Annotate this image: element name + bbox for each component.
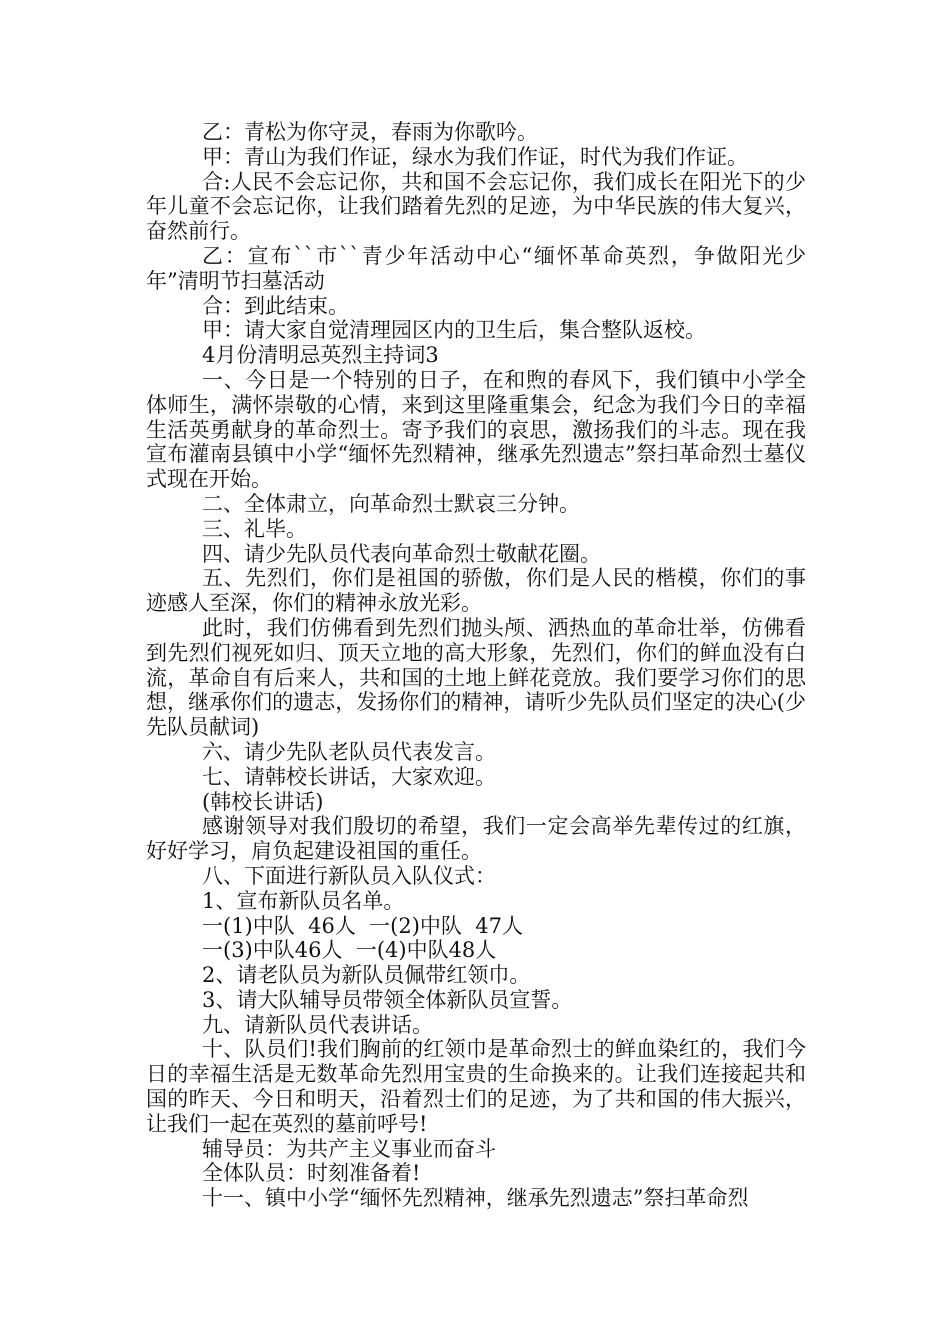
paragraph-item-9: 九、请新队员代表讲话。 bbox=[202, 1012, 433, 1037]
paragraph-item-1: 一、今日是一个特别的日子，在和煦的春风下，我们镇中小学全体师生，满怀崇敬的心情，来到这里隆重集会，纪念为我们今日的幸福生活英勇献身的革命烈士。寄予我们的哀思，激扬我们的斗志。现在我宣布灌南县镇中小学“缅怀先烈精神，继承先烈遗志”祭扫革命烈士墓仪式现在开始。 bbox=[146, 367, 806, 492]
paragraph-yi-qingsong: 乙：青松为你守灵，春雨为你歌吟。 bbox=[202, 120, 538, 144]
paragraph-sub-1: 1、宣布新队员名单。 bbox=[202, 888, 405, 913]
paragraph-quanti: 全体队员：时刻准备着! bbox=[202, 1161, 421, 1186]
paragraph-roster-b: 一(3)中队46人 一(4)中队48人 bbox=[202, 938, 497, 963]
paragraph-he-renmin: 合:人民不会忘记你，共和国不会忘记你，我们成长在阳光下的少年儿童不会忘记你，让我们踏着先烈的足迹，为中华民族的伟大复兴，奋然前行。 bbox=[146, 169, 806, 244]
paragraph-ganxie: 感谢领导对我们殷切的希望，我们一定会高举先辈传过的红旗，好好学习，肩负起建设祖国的重任。 bbox=[146, 814, 806, 864]
document-body bbox=[146, 120, 806, 1211]
paragraph-jia-qingshan: 甲：青山为我们作证，绿水为我们作证，时代为我们作证。 bbox=[202, 144, 748, 169]
paragraph-roster-a: 一(1)中队 46人 一(2)中队 47人 bbox=[202, 913, 523, 938]
paragraph-cishi: 此时，我们仿佛看到先烈们抛头颅、洒热血的革命壮举，仿佛看到先烈们视死如归、顶天立地的高大形象，先烈们，你们的鲜血没有白流，革命自有后来人，共和国的土地上鲜花竞放。我们要学习你们的思想，继承你们的遗志，发扬你们的精神，请听少先队员们坚定的决心(少先队员献词) bbox=[146, 615, 806, 740]
paragraph-sub-2: 2、请老队员为新队员佩带红领巾。 bbox=[202, 963, 531, 988]
paragraph-item-5: 五、先烈们，你们是祖国的骄傲，你们是人民的楷模，你们的事迹感人至深，你们的精神永放光彩。 bbox=[146, 566, 806, 616]
paragraph-item-8: 八、下面进行新队员入队仪式： bbox=[202, 863, 496, 888]
paragraph-item-11: 十一、镇中小学“缅怀先烈精神，继承先烈遗志”祭扫革命烈 bbox=[202, 1186, 749, 1211]
paragraph-item-4: 四、请少先队员代表向革命烈士敬献花圈。 bbox=[202, 541, 601, 566]
paragraph-item-6: 六、请少先队老队员代表发言。 bbox=[202, 739, 496, 764]
paragraph-item-2: 二、全体肃立，向革命烈士默哀三分钟。 bbox=[202, 491, 580, 516]
paragraph-item-7: 七、请韩校长讲话，大家欢迎。 bbox=[202, 764, 496, 789]
paragraph-item-10: 十、队员们!我们胸前的红领巾是革命烈士的鲜血染红的，我们今日的幸福生活是无数革命先烈用宝贵的生命换来的。让我们连接起共和国的昨天、今日和明天，沿着烈士们的足迹，为了共和国的伟大振兴，让我们一起在英烈的墓前呼号! bbox=[146, 1037, 806, 1136]
paragraph-fudaoyuan: 辅导员：为共产主义事业而奋斗 bbox=[202, 1136, 496, 1161]
paragraph-jia-qingli: 甲：请大家自觉清理园区内的卫生后，集合整队返校。 bbox=[202, 318, 706, 343]
paragraph-yi-xuanbu: 乙：宣布``市``青少年活动中心“缅怀革命英烈，争做阳光少年”清明节扫墓活动 bbox=[146, 243, 806, 293]
paragraph-he-jieshu: 合：到此结束。 bbox=[202, 293, 349, 318]
paragraph-han-speech: (韩校长讲话) bbox=[202, 789, 324, 814]
paragraph-sub-3: 3、请大队辅导员带领全体新队员宣誓。 bbox=[202, 987, 573, 1012]
paragraph-item-3: 三、礼毕。 bbox=[202, 516, 307, 541]
section-heading-3: 4月份清明忌英烈主持词3 bbox=[202, 343, 439, 368]
